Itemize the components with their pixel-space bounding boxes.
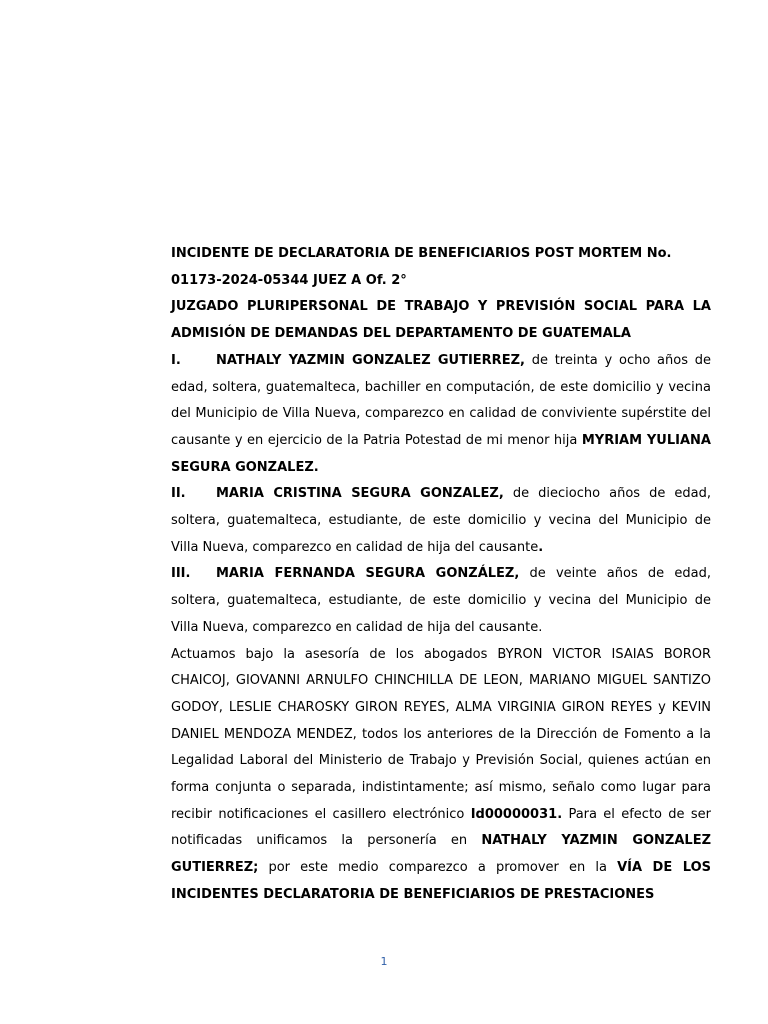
case-title-line-2: 01173-2024-05344 JUEZ A Of. 2° — [171, 272, 407, 288]
electronic-mailbox-id: Id00000031. — [470, 806, 563, 822]
attorneys-text: Actuamos bajo la asesoría de los abogados BYRON VICTOR ISAIAS BOROR CHAICOJ, GIOVANNI ARNULFO CHINCHILLA DE LEON, MARIANO MIGUEL SANTIZO GODOY, LESLIE CHAROSKY GIRON REYES, ALMA VIRGINIA GIRON REYES y KEVIN DANIEL MENDOZA MENDEZ, todos los anteriores de la Dirección de Fomento a la Legalidad Laboral del Ministerio de Trabajo y Previsión Social, quienes actúan en forma conjunta o separada, indistintamente; así mismo, señalo como lugar para recibir notificaciones el casillero electrónico — [171, 646, 711, 822]
promote-text: por este medio comparezco a promover en la — [258, 860, 618, 876]
party-paragraph-3 — [171, 561, 711, 641]
party-name: MARIA CRISTINA SEGURA GONZALEZ, — [216, 486, 504, 502]
page-number: 1 — [380, 955, 388, 968]
court-name: JUZGADO PLURIPERSONAL DE TRABAJO Y PREVISIÓN SOCIAL PARA LA ADMISIÓN DE DEMANDAS DEL DEPARTAMENTO DE GUATEMALA — [171, 299, 711, 342]
party-paragraph-1 — [171, 348, 711, 482]
party-numeral: III. — [171, 566, 191, 582]
procedure-name: VÍA DE LOS INCIDENTES DECLARATORIA DE BENEFICIARIOS DE PRESTACIONES — [171, 860, 711, 902]
party-details: de dieciocho años de edad, soltera, guatemalteca, estudiante, de este domicilio y vecina del Municipio de Villa Nueva, comparezco en calidad de hija del causante — [171, 486, 711, 555]
case-title-line-1: INCIDENTE DE DECLARATORIA DE BENEFICIARIOS POST MORTEM No. — [171, 246, 672, 261]
party-name: MARIA FERNANDA SEGURA GONZÁLEZ, — [216, 566, 520, 582]
party-period: . — [538, 539, 544, 555]
document-page — [171, 241, 711, 909]
closing-paragraph — [171, 642, 711, 909]
party-details: de treinta y ocho años de edad, soltera, guatemalteca, bachiller en computación, de este domicilio y vecina del Municipio de Villa Nueva, comparezco en calidad de conviviente supérstite del causante y en ejercicio de la Patria Potestad de mi menor hija — [171, 352, 711, 448]
representative-name: NATHALY YAZMIN GONZALEZ GUTIERREZ; — [171, 833, 711, 876]
party-name: NATHALY YAZMIN GONZALEZ GUTIERREZ, — [216, 352, 525, 368]
minor-name: MYRIAM YULIANA SEGURA GONZALEZ. — [171, 432, 711, 475]
party-numeral: II. — [171, 486, 186, 502]
party-details: de veinte años de edad, soltera, guatemalteca, estudiante, de este domicilio y vecina del Municipio de Villa Nueva, comparezco en calidad de hija del causante. — [171, 566, 711, 635]
notification-text: Para el efecto de ser notificadas unificamos la personería en — [171, 806, 711, 849]
party-numeral: I. — [171, 352, 181, 368]
party-paragraph-2 — [171, 481, 711, 561]
